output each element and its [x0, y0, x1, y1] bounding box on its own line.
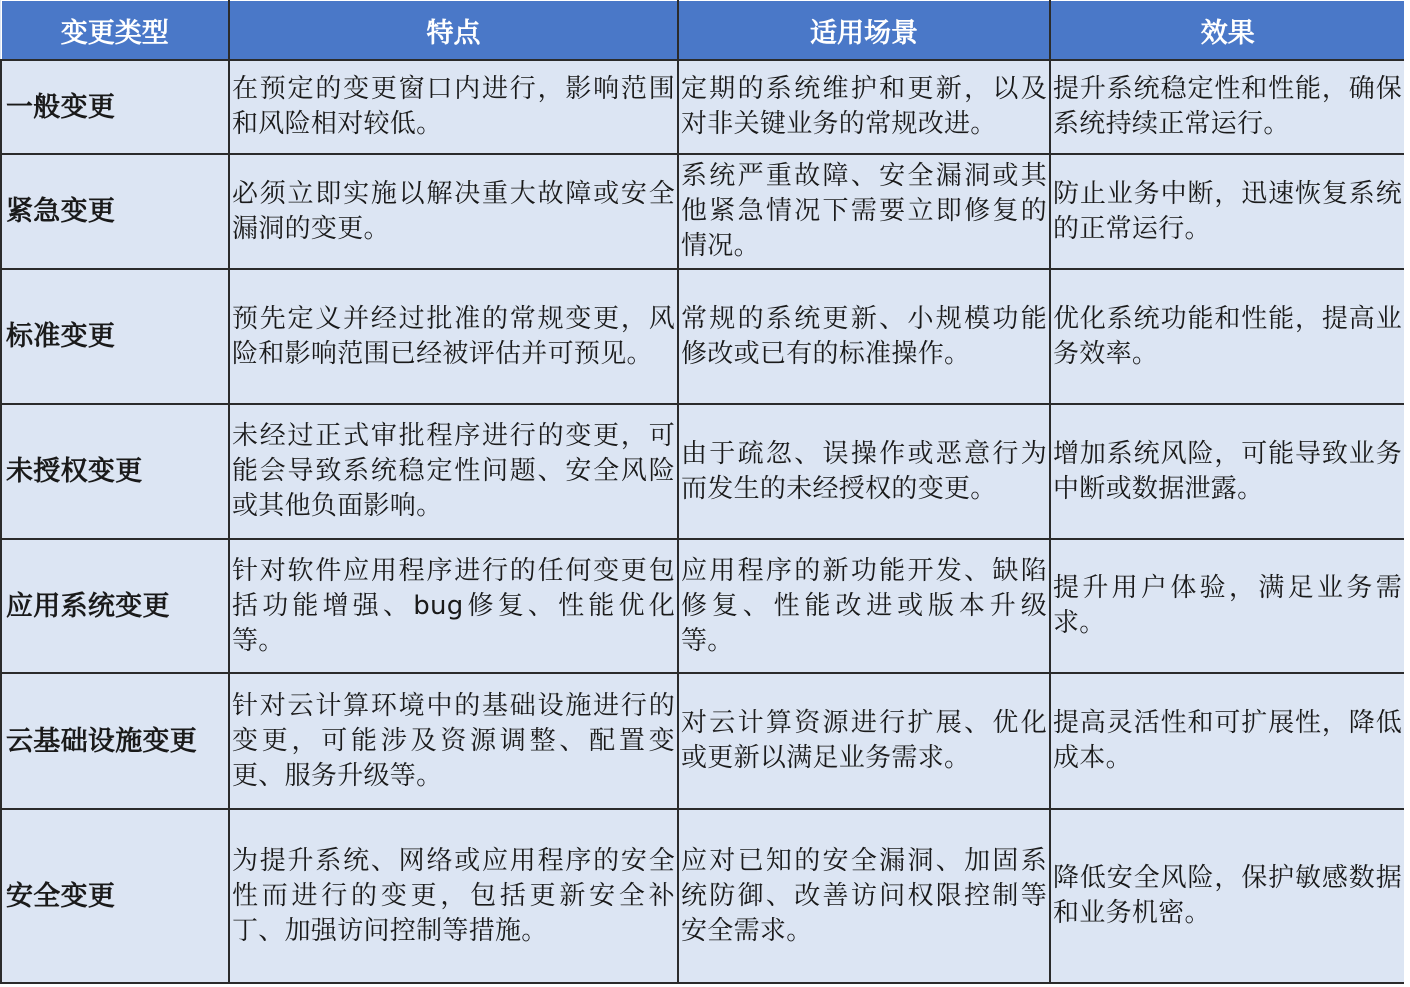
cell-change-type: 应用系统变更	[1, 539, 229, 673]
header-row	[1, 1, 1405, 61]
cell-scenarios: 应对已知的安全漏洞、加固系统防御、改善访问权限控制等安全需求。	[678, 809, 1050, 983]
cell-scenarios: 应用程序的新功能开发、缺陷修复、性能改进或版本升级等。	[678, 539, 1050, 673]
cell-features: 在预定的变更窗口内进行，影响范围和风险相对较低。	[229, 60, 678, 154]
cell-features: 必须立即实施以解决重大故障或安全漏洞的变更。	[229, 154, 678, 269]
cell-change-type: 紧急变更	[1, 154, 229, 269]
cell-change-type: 一般变更	[1, 60, 229, 154]
cell-effect: 优化系统功能和性能，提高业务效率。	[1050, 269, 1405, 404]
cell-features: 为提升系统、网络或应用程序的安全性而进行的变更，包括更新安全补丁、加强访问控制等措施。	[229, 809, 678, 983]
table-row	[1, 154, 1405, 269]
table-row	[1, 404, 1405, 539]
table-row	[1, 60, 1405, 154]
cell-features: 针对软件应用程序进行的任何变更包括功能增强、bug修复、性能优化等。	[229, 539, 678, 673]
cell-change-type: 安全变更	[1, 809, 229, 983]
cell-features: 预先定义并经过批准的常规变更，风险和影响范围已经被评估并可预见。	[229, 269, 678, 404]
cell-scenarios: 由于疏忽、误操作或恶意行为而发生的未经授权的变更。	[678, 404, 1050, 539]
cell-scenarios: 常规的系统更新、小规模功能修改或已有的标准操作。	[678, 269, 1050, 404]
table-body	[1, 60, 1405, 983]
cell-scenarios: 系统严重故障、安全漏洞或其他紧急情况下需要立即修复的情况。	[678, 154, 1050, 269]
header-change-type: 变更类型	[1, 1, 229, 61]
header-features: 特点	[229, 1, 678, 61]
cell-effect: 提升系统稳定性和性能，确保系统持续正常运行。	[1050, 60, 1405, 154]
cell-effect: 提高灵活性和可扩展性，降低成本。	[1050, 673, 1405, 809]
cell-effect: 提升用户体验，满足业务需求。	[1050, 539, 1405, 673]
cell-features: 针对云计算环境中的基础设施进行的变更，可能涉及资源调整、配置变更、服务升级等。	[229, 673, 678, 809]
cell-change-type: 未授权变更	[1, 404, 229, 539]
table-row	[1, 269, 1405, 404]
table-row	[1, 809, 1405, 983]
cell-features: 未经过正式审批程序进行的变更，可能会导致系统稳定性问题、安全风险或其他负面影响。	[229, 404, 678, 539]
header-scenarios: 适用场景	[678, 1, 1050, 61]
cell-effect: 防止业务中断，迅速恢复系统的正常运行。	[1050, 154, 1405, 269]
cell-scenarios: 对云计算资源进行扩展、优化或更新以满足业务需求。	[678, 673, 1050, 809]
table-row	[1, 539, 1405, 673]
cell-effect: 增加系统风险，可能导致业务中断或数据泄露。	[1050, 404, 1405, 539]
table-header	[1, 1, 1405, 61]
cell-effect: 降低安全风险，保护敏感数据和业务机密。	[1050, 809, 1405, 983]
header-effect: 效果	[1050, 1, 1405, 61]
cell-change-type: 标准变更	[1, 269, 229, 404]
page-margin	[1404, 0, 1410, 987]
table-row	[1, 673, 1405, 809]
cell-scenarios: 定期的系统维护和更新，以及对非关键业务的常规改进。	[678, 60, 1050, 154]
cell-change-type: 云基础设施变更	[1, 673, 229, 809]
